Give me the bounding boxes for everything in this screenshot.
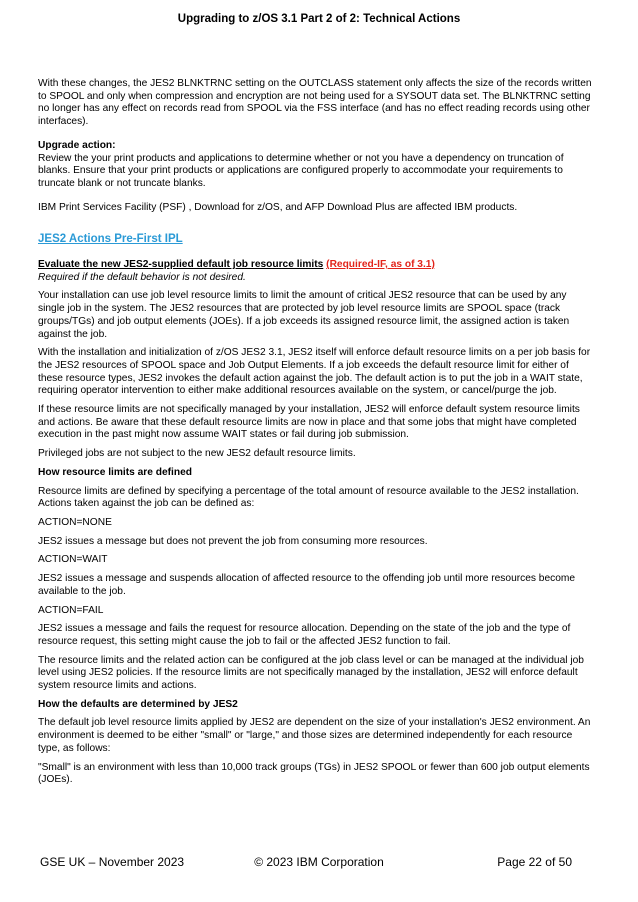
action-label: ACTION=NONE xyxy=(38,516,112,528)
page-header-title: Upgrading to z/OS 3.1 Part 2 of 2: Technical Actions xyxy=(177,13,461,25)
paragraph: Resource limits are defined by specifying a percentage of the total amount of resource available to the JES2 installation. Actions taken against the job can be defined as: xyxy=(38,485,579,510)
item-condition: Required if the default behavior is not desired. xyxy=(38,271,246,283)
upgrade-action-heading: Upgrade action: xyxy=(38,139,116,151)
paragraph: With the installation and initialization of z/OS JES2 3.1, JES2 itself will enforce default resource limits on a per job basis for the JES2 resources of SPOOL space and Job Output Elements. If a job exceeds the default resource limit for either of these resource types, JES2 invokes the default action against the job. The default action is to put the job in a WAIT state, requiring operator intervention to either make additional resources available on the system, or cancel/purge the job. xyxy=(38,347,591,397)
item-title: Evaluate the new JES2-supplied default job resource limits xyxy=(38,259,324,271)
subheading: How the defaults are determined by JES2 xyxy=(38,698,238,710)
document-body xyxy=(38,78,594,787)
paragraph: JES2 issues a message and fails the request for resource allocation. Depending on the state of the job and the type of resource request, this setting might cause the job to fail or the affected JES2 function to fail. xyxy=(38,623,571,647)
subheading: How resource limits are defined xyxy=(38,466,192,478)
paragraph: Your installation can use job level resource limits to limit the amount of critical JES2 resource that can be used by any single job in the system. The JES2 resources that are protected by job level resource limits are SPOOL space (track groups/TGs) and job output elements (JOEs). If a job exceeds its assigned resource limit, the assigned action is taken against the job. xyxy=(38,290,570,340)
footer-copyright: © 2023 IBM Corporation xyxy=(254,855,384,869)
paragraph: "Small" is an environment with less than 10,000 track groups (TGs) in JES2 SPOOL or fewer than 600 job output elements (JOEs). xyxy=(38,761,590,786)
section-heading: JES2 Actions Pre-First IPL xyxy=(38,233,183,246)
paragraph: If these resource limits are not specifically managed by your installation, JES2 will enforce default system resource limits and actions. Be aware that these default resource limits are now in place and that some jobs that might have completed execution in the past might now assume WAIT states or fail during job submission. xyxy=(38,404,580,441)
paragraph: The resource limits and the related action can be configured at the job class level or can be managed at the individual job level using JES2 policies. If the resource limits are not specifically managed by the installation, JES2 will enforce default system resource limits and actions. xyxy=(38,654,584,692)
paragraph: JES2 issues a message but does not prevent the job from consuming more resources. xyxy=(38,535,428,547)
required-badge: (Required-IF, as of 3.1) xyxy=(326,259,435,271)
footer-left: GSE UK – November 2023 xyxy=(40,855,185,869)
paragraph: IBM Print Services Facility (PSF) , Download for z/OS, and AFP Download Plus are affected IBM products. xyxy=(38,201,518,213)
footer-page-number: Page 22 of 50 xyxy=(497,855,572,869)
paragraph: With these changes, the JES2 BLNKTRNC setting on the OUTCLASS statement only affects the size of the records written to SPOOL and only when compression and encryption are not being used for a SYSOUT data set. The BLNKTRNC setting no longer has any effect on records read from SPOOL via the FSS interface (and has no effect reading records using other interfaces). xyxy=(38,78,592,128)
paragraph: Privileged jobs are not subject to the new JES2 default resource limits. xyxy=(38,448,356,460)
action-label: ACTION=WAIT xyxy=(38,554,108,566)
action-label: ACTION=FAIL xyxy=(38,604,104,616)
item-title-line xyxy=(38,259,594,272)
paragraph: JES2 issues a message and suspends allocation of affected resource to the offending job until more resources become available to the job. xyxy=(38,573,576,597)
paragraph: Review the your print products and applications to determine whether or not you have a dependency on truncation of blanks. Ensure that your print products or applications are configured properly to accommodate your requirements to truncate blank or not truncate blanks. xyxy=(38,152,564,189)
paragraph: The default job level resource limits applied by JES2 are dependent on the size of your installation's JES2 environment. An environment is deemed to be either "small" or "large," and those sizes are determined independently for each resource type, as follows: xyxy=(38,717,591,754)
